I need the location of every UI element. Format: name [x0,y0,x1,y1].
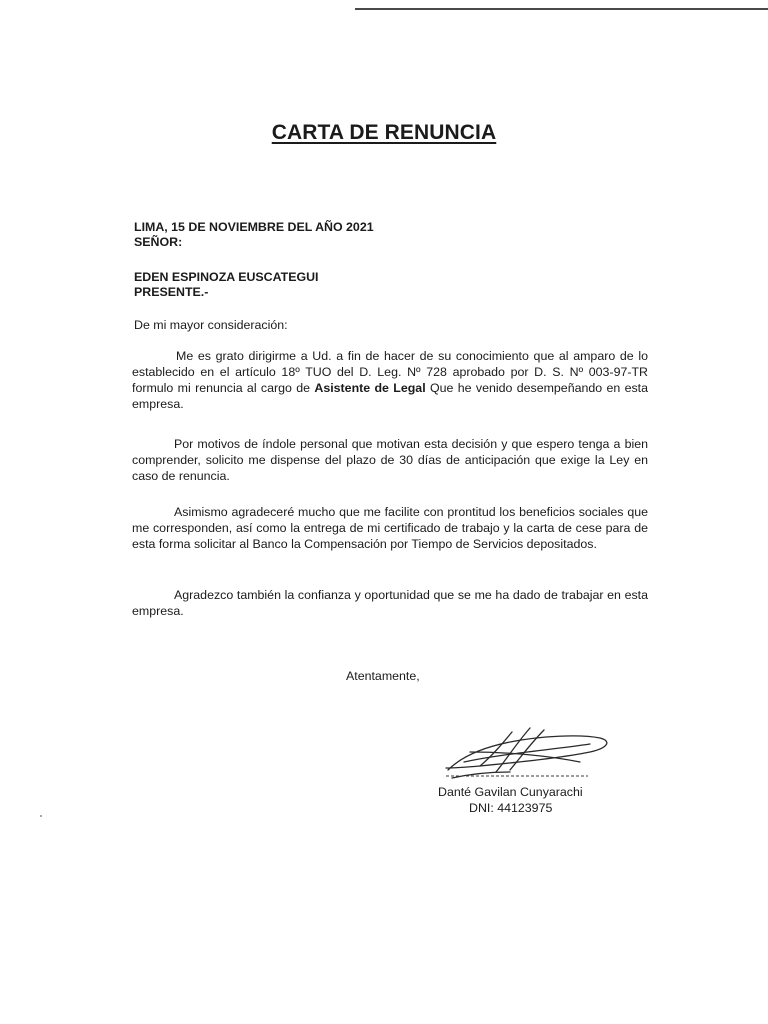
scan-edge-line [355,8,768,10]
closing: Atentamente, [346,669,420,683]
paragraph-benefits: Asimismo agradeceré mucho que me facilite con prontitud los beneficios sociales que me corresponden, así como la entrega de mi certificado de trabajo y la carta de cese para de esta forma solicitar al Banco la Compensación por Tiempo de Servicios depositados. [132,505,648,551]
paragraph-resignation: Me es grato dirigirme a Ud. a fin de hacer de su conocimiento que al amparo de lo establecido en el artículo 18º TUO del D. Leg. Nº 728 aprobado por D. S. Nº 003-97-TR formulo mi renuncia al cargo de Asistente de Legal Que he venido desempeñando en esta empresa. [132,349,649,411]
job-position: Asistente de Legal [314,381,426,395]
recipient-name: EDEN ESPINOZA EUSCATEGUI [134,270,319,284]
paragraph-thanks: Agradezco también la confianza y oportunidad que se me ha dado de trabajar en esta empresa. [132,588,648,618]
signature-image [440,722,640,782]
letter-title: CARTA DE RENUNCIA [271,121,497,144]
paragraph-reason: Por motivos de índole personal que motivan esta decisión y que espero tenga a bien comprender, solicito me dispense del plazo de 30 días de anticipación que exige la Ley en caso de renuncia. [132,437,648,483]
signer-name: Danté Gavilan Cunyarachi [438,785,583,799]
salutation: SEÑOR: [134,235,183,249]
scan-speck [40,815,42,817]
recipient-status: PRESENTE.- [134,285,209,299]
signer-id: DNI: 44123975 [469,801,553,815]
greeting: De mi mayor consideración: [134,318,288,332]
place-date: LIMA, 15 DE NOVIEMBRE DEL AÑO 2021 [134,220,374,234]
